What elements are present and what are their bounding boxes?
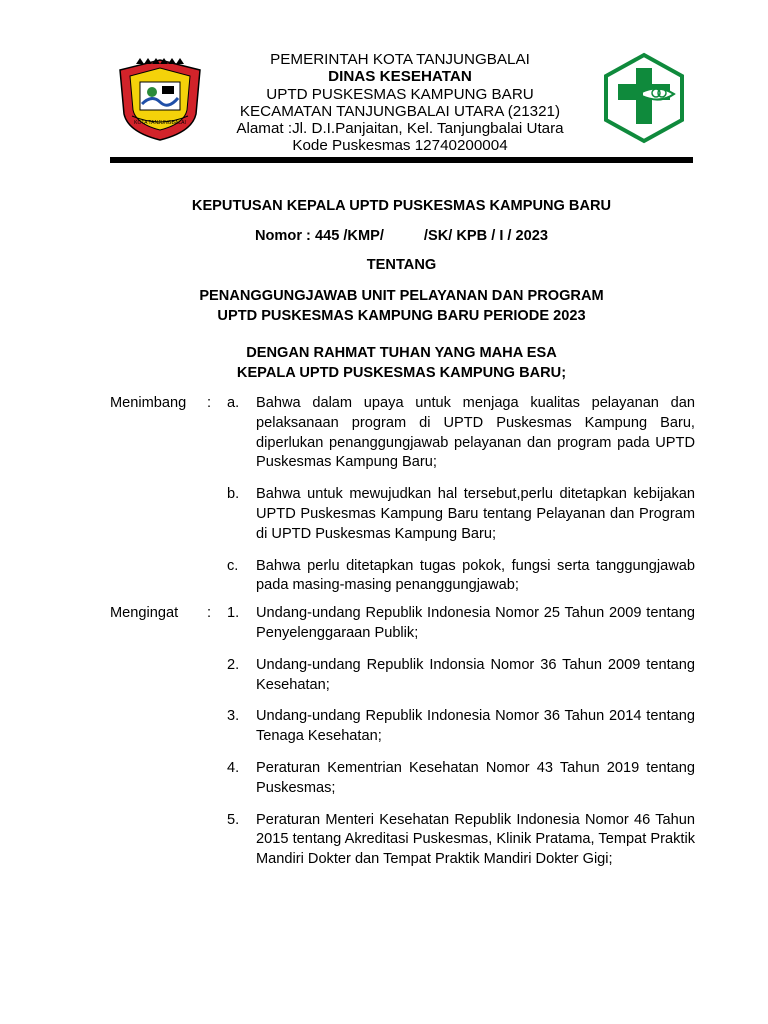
- mengingat-list: [227, 604, 695, 870]
- tentang-heading: TENTANG: [366, 257, 437, 273]
- decree-number: [110, 228, 693, 244]
- list-item-text: Undang-undang Republik Indonesia Nomor 36 Tahun 2014 tentang Tenaga Kesehatan;: [256, 708, 695, 745]
- invocation: [110, 343, 693, 383]
- mengingat-label: Mengingat: [110, 605, 179, 622]
- letterhead-unit: UPTD PUSKESMAS KAMPUNG BARU: [266, 85, 534, 103]
- list-item-text: Peraturan Kementrian Kesehatan Nomor 43 Tahun 2019 tentang Puskesmas;: [256, 759, 695, 796]
- decree-subject-line1: PENANGGUNGJAWAB UNIT PELAYANAN DAN PROGRAM: [199, 288, 604, 304]
- list-item: [227, 707, 695, 747]
- decree-number-left: Nomor : 445 /KMP/: [254, 228, 384, 244]
- letterhead-divider: [110, 157, 693, 163]
- list-marker: 5.: [227, 811, 240, 828]
- list-marker: 1.: [227, 605, 240, 622]
- menimbang-list: [227, 394, 695, 596]
- list-item: [227, 811, 695, 870]
- list-item-text: Undang-undang Republik Indonsia Nomor 36 Tahun 2009 tentang Kesehatan;: [256, 656, 695, 693]
- list-marker: 4.: [227, 759, 240, 776]
- letterhead: [205, 51, 595, 155]
- list-item-text: Undang-undang Republik Indonesia Nomor 25 Tahun 2009 tentang Penyelenggaraan Publik;: [256, 605, 695, 641]
- list-item: [227, 656, 695, 696]
- list-marker: a.: [227, 395, 240, 411]
- menimbang-section: [110, 394, 695, 596]
- list-item: [227, 394, 695, 473]
- list-item: [227, 604, 695, 644]
- list-item-text: Bahwa untuk mewujudkan hal tersebut,perlu ditetapkan kebijakan UPTD Puskesmas Kampung Baru tentang Pelayanan dan Program di UPTD Puskesmas Kampung Baru;: [256, 486, 695, 542]
- letterhead-district: KECAMATAN TANJUNGBALAI UTARA (21321): [239, 102, 561, 120]
- menimbang-label: Menimbang: [110, 395, 187, 411]
- letterhead-address: Alamat :Jl. D.I.Panjaitan, Kel. Tanjungbalai Utara: [236, 120, 564, 138]
- list-item-text: Peraturan Menteri Kesehatan Republik Indonesia Nomor 46 Tahun 2015 tentang Akreditasi Puskesmas, Klinik Pratama, Tempat Praktik Mandiri Dokter dan Tempat Praktik Mandiri Dokter Gigi;: [256, 811, 695, 868]
- decree-subject: [110, 286, 693, 326]
- list-marker: c.: [227, 557, 239, 574]
- letterhead-agency: DINAS KESEHATAN: [328, 68, 472, 86]
- list-item: [227, 759, 695, 799]
- invocation-line1: DENGAN RAHMAT TUHAN YANG MAHA ESA: [246, 345, 557, 361]
- list-item-text: Bahwa dalam upaya untuk menjaga kualitas pelayanan dan pelaksanaan program di UPTD Puskesmas Kampung Baru, diperlukan penanggungjawab pelayanan dan program pada UPTD Puskesmas Kampung Baru;: [256, 395, 695, 471]
- emblem-caption: KOTA TANJUNGBALAI: [134, 120, 186, 126]
- list-marker: 2.: [227, 656, 240, 673]
- decree-number-right: /SK/ KPB / I / 2023: [423, 228, 549, 244]
- list-item-text: Bahwa perlu ditetapkan tugas pokok, fungsi serta tanggungjawab pada masing-masing penanggungjawab;: [256, 557, 695, 594]
- decree-body: [110, 394, 695, 870]
- list-marker: b.: [227, 486, 240, 503]
- list-item: [227, 557, 695, 597]
- puskesmas-logo-icon: [598, 52, 690, 144]
- letterhead-government: PEMERINTAH KOTA TANJUNGBALAI: [270, 51, 530, 68]
- menimbang-colon: :: [207, 395, 212, 411]
- list-item: [227, 485, 695, 544]
- invocation-line2: KEPALA UPTD PUSKESMAS KAMPUNG BARU;: [236, 365, 567, 381]
- mengingat-colon: :: [207, 605, 212, 622]
- letterhead-code: Kode Puskesmas 12740200004: [292, 137, 508, 155]
- list-marker: 3.: [227, 708, 240, 725]
- decree-title: KEPUTUSAN KEPALA UPTD PUSKESMAS KAMPUNG BARU: [191, 198, 612, 214]
- mengingat-section: [110, 604, 695, 870]
- city-coat-of-arms-icon: [112, 54, 208, 142]
- decree-subject-line2: UPTD PUSKESMAS KAMPUNG BARU PERIODE 2023: [217, 308, 586, 324]
